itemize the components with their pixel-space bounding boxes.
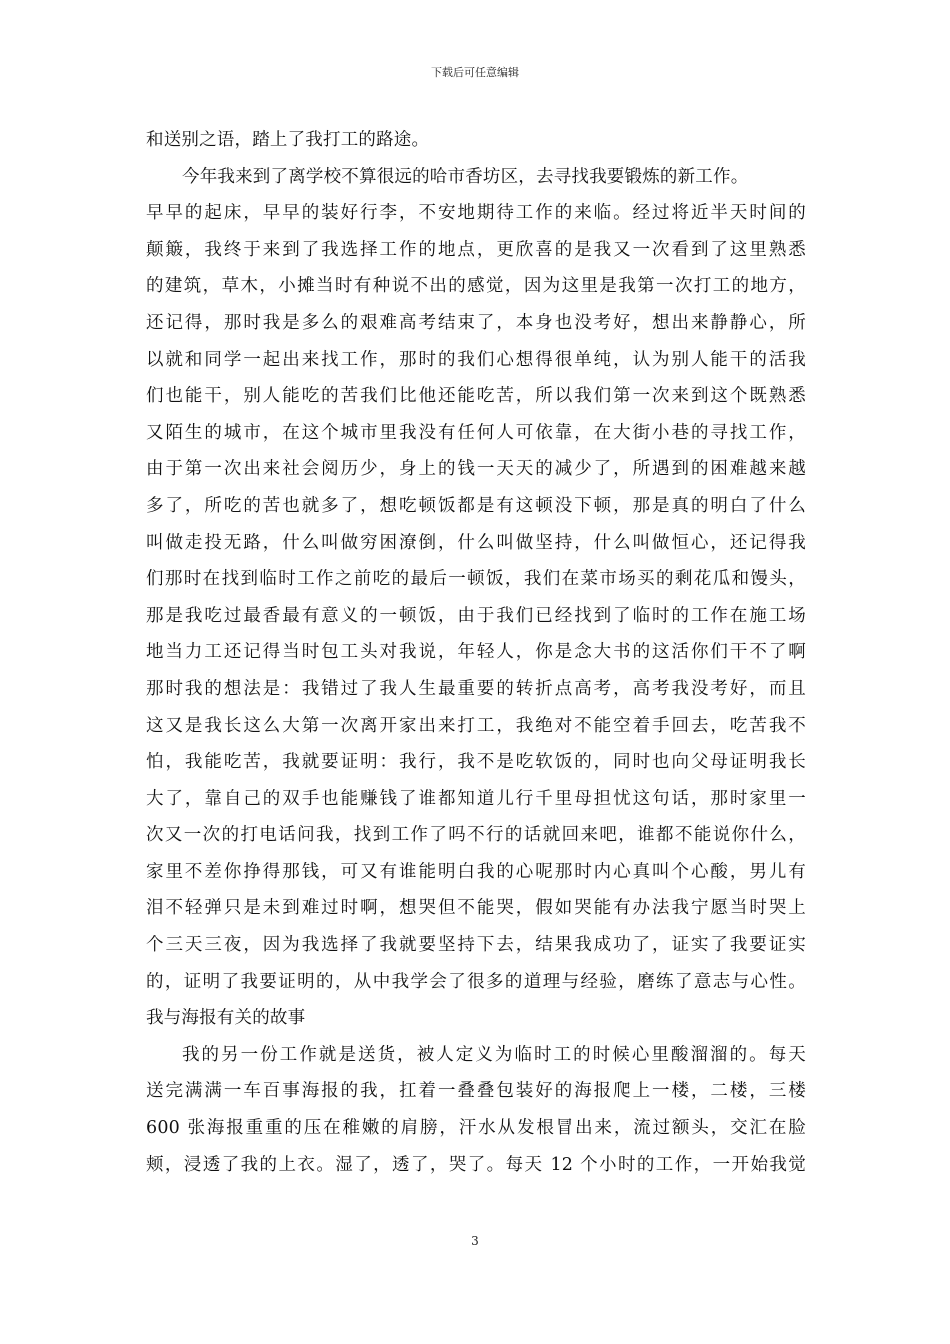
paragraph-first-line: 我的另一份工作就是送货，被人定义为临时工的时候心里酸溜溜的。每天 xyxy=(182,1044,806,1065)
text-line: 那时我的想法是：我错过了我人生最重要的转折点高考，高考我没考好，而且 xyxy=(146,678,806,699)
text-line: 以就和同学一起出来找工作，那时的我们心想得很单纯，认为别人能干的活我 xyxy=(146,349,806,370)
text-line: 多了，所吃的苦也就多了，想吃顿饭都是有这顿没下顿，那是真的明白了什么 xyxy=(146,495,806,516)
text-line: 怕，我能吃苦，我就要证明：我行，我不是吃软饭的，同时也向父母证明我长 xyxy=(146,752,806,773)
text-line: 600 张海报重重的压在稚嫩的肩膀，汗水从发根冒出来，流过额头，交汇在脸 xyxy=(146,1118,806,1139)
text-line: 颊，浸透了我的上衣。湿了，透了，哭了。每天 12 个小时的工作，一开始我觉 xyxy=(146,1154,806,1175)
text-line: 那是我吃过最香最有意义的一顿饭，由于我们已经找到了临时的工作在施工场 xyxy=(146,605,806,626)
text-line: 叫做走投无路，什么叫做穷困潦倒，什么叫做坚持，什么叫做恒心，还记得我 xyxy=(146,532,806,553)
text-line: 们也能干，别人能吃的苦我们比他还能吃苦，所以我们第一次来到这个既熟悉 xyxy=(146,386,806,407)
text-line: 次又一次的打电话问我，找到工作了吗不行的话就回来吧，谁都不能说你什么， xyxy=(146,825,806,846)
text-line: 泪不轻弹只是未到难过时啊，想哭但不能哭，假如哭能有办法我宁愿当时哭上 xyxy=(146,898,806,919)
text-line: 和送别之语，踏上了我打工的路途。 xyxy=(146,130,430,150)
text-line: 个三天三夜，因为我选择了我就要坚持下去，结果我成功了，证实了我要证实 xyxy=(146,935,806,956)
text-line: 由于第一次出来社会阅历少，身上的钱一天天的减少了，所遇到的困难越来越 xyxy=(146,459,806,480)
paragraph-first-line: 今年我来到了离学校不算很远的哈市香坊区，去寻找我要锻炼的新工作。 xyxy=(182,166,749,187)
text-line: 早早的起床，早早的装好行李，不安地期待工作的来临。经过将近半天时间的 xyxy=(146,203,806,224)
text-line: 家里不差你挣得那钱，可又有谁能明白我的心呢那时内心真叫个心酸，男儿有 xyxy=(146,861,806,882)
text-line: 这又是我长这么大第一次离开家出来打工，我绝对不能空着手回去，吃苦我不 xyxy=(146,715,806,736)
text-line: 颠簸，我终于来到了我选择工作的地点，更欣喜的是我又一次看到了这里熟悉 xyxy=(146,239,806,260)
page-header: 下载后可任意编辑 xyxy=(431,66,519,79)
text-line: 地当力工还记得当时包工头对我说，年轻人，你是念大书的这活你们干不了啊 xyxy=(146,642,806,663)
page-number: 3 xyxy=(471,1234,479,1248)
text-line: 大了，靠自己的双手也能赚钱了谁都知道儿行千里母担忧这句话，那时家里一 xyxy=(146,788,806,809)
text-line: 的建筑，草木，小摊当时有种说不出的感觉，因为这里是我第一次打工的地方， xyxy=(146,276,806,297)
text-line: 还记得，那时我是多么的艰难高考结束了，本身也没考好，想出来静静心，所 xyxy=(146,312,806,333)
text-line: 们那时在找到临时工作之前吃的最后一顿饭，我们在菜市场买的剩花瓜和馒头， xyxy=(146,569,806,590)
section-heading: 我与海报有关的故事 xyxy=(146,1008,306,1029)
body-text xyxy=(146,122,806,1183)
text-line: 送完满满一车百事海报的我，扛着一叠叠包装好的海报爬上一楼，二楼，三楼 xyxy=(146,1081,806,1102)
text-line: 的，证明了我要证明的，从中我学会了很多的道理与经验，磨练了意志与心性。 xyxy=(146,971,806,992)
text-line: 又陌生的城市，在这个城市里我没有任何人可依靠，在大街小巷的寻找工作， xyxy=(146,422,806,443)
